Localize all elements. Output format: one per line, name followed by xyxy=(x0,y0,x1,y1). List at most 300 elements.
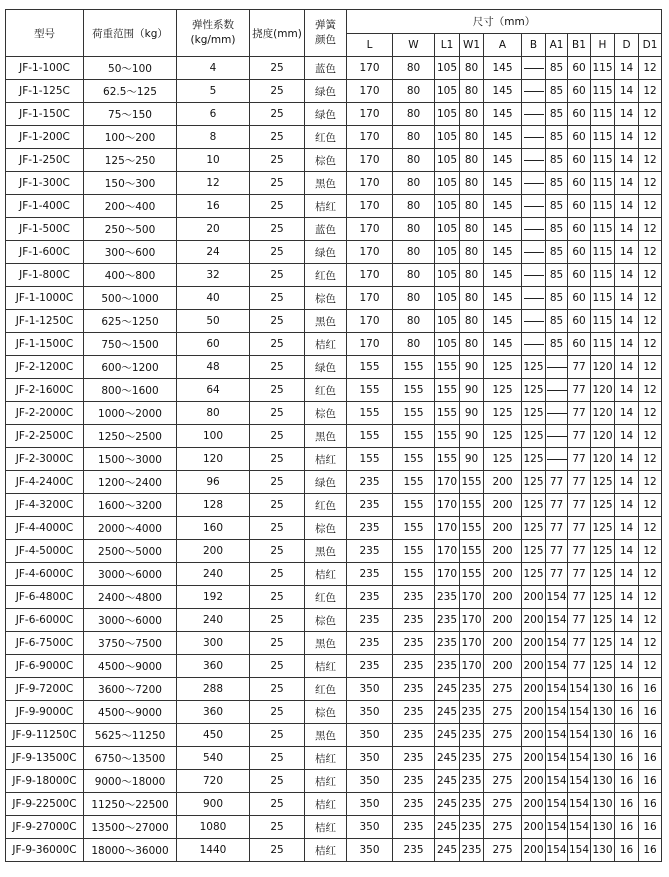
cell-dim-b1: 60 xyxy=(568,149,591,172)
cell-dim-d1: 12 xyxy=(639,563,662,586)
cell-spring-rate: 120 xyxy=(177,448,250,471)
cell-dim-w1: 155 xyxy=(460,540,484,563)
cell-dim-d1: 12 xyxy=(639,425,662,448)
cell-dim-a: 275 xyxy=(484,839,522,862)
cell-dim-a: 145 xyxy=(484,80,522,103)
cell-dim-w1: 235 xyxy=(460,770,484,793)
header-dim-a: A xyxy=(484,34,522,57)
header-spring-rate-line2: (kg/mm) xyxy=(190,34,236,46)
cell-dim-w: 80 xyxy=(393,172,435,195)
cell-dim-a: 145 xyxy=(484,333,522,356)
cell-spring-color: 桔红 xyxy=(305,793,347,816)
cell-deflection: 25 xyxy=(250,770,305,793)
cell-dim-w1: 80 xyxy=(460,195,484,218)
header-model: 型号 xyxy=(6,10,84,57)
cell-dim-l1: 155 xyxy=(435,425,460,448)
cell-dim-l: 170 xyxy=(347,287,393,310)
cell-model: JF-2-1600C xyxy=(6,379,84,402)
cell-dim-b xyxy=(522,264,546,287)
cell-dim-d1: 16 xyxy=(639,678,662,701)
cell-spring-color: 绿色 xyxy=(305,471,347,494)
cell-dim-b: 125 xyxy=(522,356,546,379)
cell-dim-h: 115 xyxy=(591,195,615,218)
cell-spring-rate: 50 xyxy=(177,310,250,333)
cell-dim-a1: 154 xyxy=(546,793,568,816)
cell-spring-color: 黑色 xyxy=(305,540,347,563)
cell-dim-w: 80 xyxy=(393,195,435,218)
table-body xyxy=(6,57,662,862)
cell-dim-a1: 85 xyxy=(546,264,568,287)
cell-load-range: 200～400 xyxy=(84,195,177,218)
cell-dim-l: 170 xyxy=(347,310,393,333)
cell-deflection: 25 xyxy=(250,402,305,425)
cell-spring-rate: 40 xyxy=(177,287,250,310)
header-load-range: 荷重范围（kg） xyxy=(84,10,177,57)
cell-dim-w: 80 xyxy=(393,333,435,356)
cell-dim-a: 145 xyxy=(484,218,522,241)
cell-dim-d: 14 xyxy=(615,218,639,241)
cell-dim-b xyxy=(522,103,546,126)
cell-dim-b: 125 xyxy=(522,494,546,517)
cell-dim-h: 125 xyxy=(591,586,615,609)
cell-load-range: 1500～3000 xyxy=(84,448,177,471)
table-row xyxy=(6,632,662,655)
table-row xyxy=(6,517,662,540)
cell-dim-h: 130 xyxy=(591,793,615,816)
cell-dim-a: 200 xyxy=(484,540,522,563)
cell-load-range: 125～250 xyxy=(84,149,177,172)
cell-dim-l: 350 xyxy=(347,678,393,701)
cell-dim-w: 155 xyxy=(393,517,435,540)
cell-dim-h: 120 xyxy=(591,356,615,379)
cell-dim-w: 155 xyxy=(393,379,435,402)
cell-dim-b xyxy=(522,149,546,172)
cell-deflection: 25 xyxy=(250,287,305,310)
empty-dash xyxy=(547,413,567,414)
cell-model: JF-9-27000C xyxy=(6,816,84,839)
cell-dim-b: 200 xyxy=(522,793,546,816)
cell-dim-l: 170 xyxy=(347,57,393,80)
cell-dim-h: 115 xyxy=(591,264,615,287)
cell-dim-a: 125 xyxy=(484,356,522,379)
cell-dim-l1: 105 xyxy=(435,172,460,195)
table-row xyxy=(6,770,662,793)
cell-model: JF-1-250C xyxy=(6,149,84,172)
table-row xyxy=(6,333,662,356)
cell-dim-h: 130 xyxy=(591,770,615,793)
cell-dim-b: 200 xyxy=(522,724,546,747)
empty-dash xyxy=(524,137,544,138)
cell-dim-h: 115 xyxy=(591,172,615,195)
cell-spring-rate: 128 xyxy=(177,494,250,517)
cell-load-range: 6750～13500 xyxy=(84,747,177,770)
cell-dim-l1: 245 xyxy=(435,701,460,724)
cell-dim-d: 14 xyxy=(615,586,639,609)
cell-dim-w1: 235 xyxy=(460,816,484,839)
cell-spring-rate: 192 xyxy=(177,586,250,609)
cell-dim-w: 80 xyxy=(393,218,435,241)
cell-dim-l: 170 xyxy=(347,80,393,103)
cell-dim-a: 275 xyxy=(484,701,522,724)
cell-dim-d1: 12 xyxy=(639,632,662,655)
cell-dim-l: 170 xyxy=(347,333,393,356)
cell-dim-h: 125 xyxy=(591,517,615,540)
cell-dim-w1: 155 xyxy=(460,494,484,517)
cell-dim-d1: 12 xyxy=(639,287,662,310)
cell-dim-d: 14 xyxy=(615,494,639,517)
cell-dim-l1: 245 xyxy=(435,816,460,839)
cell-dim-l1: 105 xyxy=(435,310,460,333)
cell-spring-rate: 200 xyxy=(177,540,250,563)
cell-dim-d: 16 xyxy=(615,724,639,747)
cell-load-range: 50～100 xyxy=(84,57,177,80)
cell-dim-b1: 60 xyxy=(568,103,591,126)
table-row xyxy=(6,149,662,172)
cell-dim-w1: 235 xyxy=(460,678,484,701)
cell-spring-rate: 160 xyxy=(177,517,250,540)
cell-deflection: 25 xyxy=(250,632,305,655)
cell-load-range: 2400～4800 xyxy=(84,586,177,609)
cell-dim-d: 16 xyxy=(615,747,639,770)
cell-model: JF-1-200C xyxy=(6,126,84,149)
cell-dim-w: 80 xyxy=(393,57,435,80)
cell-deflection: 25 xyxy=(250,793,305,816)
cell-dim-b xyxy=(522,333,546,356)
cell-model: JF-2-2500C xyxy=(6,425,84,448)
cell-dim-h: 130 xyxy=(591,678,615,701)
cell-spring-color: 蓝色 xyxy=(305,57,347,80)
cell-dim-l: 350 xyxy=(347,839,393,862)
cell-dim-l1: 155 xyxy=(435,402,460,425)
cell-dim-w: 80 xyxy=(393,264,435,287)
cell-dim-l1: 105 xyxy=(435,333,460,356)
cell-spring-rate: 5 xyxy=(177,80,250,103)
cell-model: JF-1-125C xyxy=(6,80,84,103)
cell-dim-d1: 16 xyxy=(639,747,662,770)
cell-dim-w: 80 xyxy=(393,287,435,310)
cell-spring-rate: 1440 xyxy=(177,839,250,862)
cell-deflection: 25 xyxy=(250,724,305,747)
cell-spring-color: 桔红 xyxy=(305,563,347,586)
cell-dim-b1: 60 xyxy=(568,241,591,264)
cell-dim-w1: 80 xyxy=(460,57,484,80)
header-dim-b: B xyxy=(522,34,546,57)
cell-dim-b1: 77 xyxy=(568,540,591,563)
header-dim-w1: W1 xyxy=(460,34,484,57)
cell-dim-w1: 170 xyxy=(460,655,484,678)
cell-dim-a1: 85 xyxy=(546,80,568,103)
table-header xyxy=(6,10,662,57)
cell-dim-a1: 154 xyxy=(546,632,568,655)
cell-model: JF-6-9000C xyxy=(6,655,84,678)
cell-dim-b1: 154 xyxy=(568,793,591,816)
table-row xyxy=(6,678,662,701)
cell-spring-color: 红色 xyxy=(305,264,347,287)
cell-dim-b1: 77 xyxy=(568,609,591,632)
cell-dim-a1 xyxy=(546,402,568,425)
cell-deflection: 25 xyxy=(250,264,305,287)
cell-dim-l1: 245 xyxy=(435,770,460,793)
cell-dim-w: 235 xyxy=(393,609,435,632)
cell-dim-l1: 105 xyxy=(435,80,460,103)
cell-dim-w1: 90 xyxy=(460,379,484,402)
cell-dim-w: 235 xyxy=(393,816,435,839)
cell-load-range: 9000～18000 xyxy=(84,770,177,793)
table-row xyxy=(6,241,662,264)
cell-dim-d: 14 xyxy=(615,632,639,655)
cell-dim-b xyxy=(522,287,546,310)
cell-spring-rate: 1080 xyxy=(177,816,250,839)
cell-spring-color: 红色 xyxy=(305,494,347,517)
cell-dim-d: 14 xyxy=(615,563,639,586)
cell-dim-h: 125 xyxy=(591,632,615,655)
cell-dim-a1: 77 xyxy=(546,563,568,586)
cell-spring-color: 棕色 xyxy=(305,517,347,540)
cell-model: JF-1-500C xyxy=(6,218,84,241)
cell-dim-w1: 170 xyxy=(460,586,484,609)
cell-dim-l1: 105 xyxy=(435,264,460,287)
cell-dim-w: 80 xyxy=(393,80,435,103)
header-dim-b1: B1 xyxy=(568,34,591,57)
cell-dim-w1: 90 xyxy=(460,425,484,448)
cell-spring-color: 红色 xyxy=(305,379,347,402)
table-row xyxy=(6,563,662,586)
cell-spring-color: 黑色 xyxy=(305,724,347,747)
cell-spring-rate: 20 xyxy=(177,218,250,241)
cell-dim-b: 125 xyxy=(522,517,546,540)
cell-dim-l1: 170 xyxy=(435,563,460,586)
cell-dim-l1: 105 xyxy=(435,287,460,310)
cell-dim-b1: 77 xyxy=(568,494,591,517)
cell-dim-d: 14 xyxy=(615,655,639,678)
cell-spring-color: 绿色 xyxy=(305,103,347,126)
header-dimensions: 尺寸（mm） xyxy=(347,10,662,34)
cell-load-range: 1250～2500 xyxy=(84,425,177,448)
cell-dim-w1: 80 xyxy=(460,241,484,264)
cell-dim-d1: 16 xyxy=(639,770,662,793)
cell-spring-rate: 540 xyxy=(177,747,250,770)
cell-deflection: 25 xyxy=(250,448,305,471)
cell-dim-d: 14 xyxy=(615,172,639,195)
cell-dim-d: 16 xyxy=(615,839,639,862)
cell-dim-d1: 16 xyxy=(639,839,662,862)
cell-dim-l: 155 xyxy=(347,448,393,471)
cell-dim-a1 xyxy=(546,379,568,402)
cell-spring-rate: 12 xyxy=(177,172,250,195)
empty-dash xyxy=(524,68,544,69)
cell-spring-color: 棕色 xyxy=(305,402,347,425)
cell-deflection: 25 xyxy=(250,172,305,195)
cell-dim-w1: 155 xyxy=(460,517,484,540)
cell-dim-b1: 154 xyxy=(568,678,591,701)
cell-dim-d: 14 xyxy=(615,126,639,149)
cell-dim-d1: 12 xyxy=(639,126,662,149)
cell-spring-color: 棕色 xyxy=(305,287,347,310)
cell-dim-l1: 170 xyxy=(435,471,460,494)
cell-dim-h: 115 xyxy=(591,103,615,126)
cell-dim-h: 130 xyxy=(591,724,615,747)
cell-dim-d: 14 xyxy=(615,103,639,126)
cell-dim-b xyxy=(522,57,546,80)
cell-dim-b: 200 xyxy=(522,632,546,655)
cell-dim-a: 275 xyxy=(484,747,522,770)
cell-dim-w1: 155 xyxy=(460,471,484,494)
cell-dim-a: 200 xyxy=(484,517,522,540)
cell-deflection: 25 xyxy=(250,747,305,770)
cell-spring-rate: 96 xyxy=(177,471,250,494)
cell-dim-d1: 12 xyxy=(639,379,662,402)
cell-model: JF-9-11250C xyxy=(6,724,84,747)
empty-dash xyxy=(524,344,544,345)
cell-dim-b1: 60 xyxy=(568,126,591,149)
cell-dim-w: 80 xyxy=(393,126,435,149)
cell-dim-l: 155 xyxy=(347,356,393,379)
table-row xyxy=(6,103,662,126)
cell-model: JF-4-4000C xyxy=(6,517,84,540)
cell-dim-w1: 235 xyxy=(460,747,484,770)
table-row xyxy=(6,839,662,862)
cell-model: JF-6-7500C xyxy=(6,632,84,655)
cell-dim-a: 125 xyxy=(484,448,522,471)
cell-dim-d: 14 xyxy=(615,356,639,379)
cell-dim-l: 170 xyxy=(347,149,393,172)
cell-spring-rate: 60 xyxy=(177,333,250,356)
cell-spring-rate: 24 xyxy=(177,241,250,264)
cell-model: JF-1-800C xyxy=(6,264,84,287)
cell-dim-b: 125 xyxy=(522,448,546,471)
cell-dim-b: 125 xyxy=(522,402,546,425)
cell-load-range: 600～1200 xyxy=(84,356,177,379)
cell-spring-color: 红色 xyxy=(305,126,347,149)
cell-dim-w1: 80 xyxy=(460,80,484,103)
cell-dim-h: 125 xyxy=(591,655,615,678)
cell-dim-a1: 85 xyxy=(546,57,568,80)
cell-spring-color: 桔红 xyxy=(305,770,347,793)
cell-dim-l1: 105 xyxy=(435,149,460,172)
cell-model: JF-1-300C xyxy=(6,172,84,195)
cell-dim-d: 14 xyxy=(615,471,639,494)
cell-dim-h: 115 xyxy=(591,126,615,149)
cell-dim-b: 200 xyxy=(522,816,546,839)
cell-dim-b1: 60 xyxy=(568,264,591,287)
cell-deflection: 25 xyxy=(250,609,305,632)
cell-load-range: 11250～22500 xyxy=(84,793,177,816)
empty-dash xyxy=(524,275,544,276)
cell-dim-l1: 170 xyxy=(435,517,460,540)
header-spring-color-line2: 颜色 xyxy=(315,34,336,46)
cell-dim-d: 14 xyxy=(615,402,639,425)
empty-dash xyxy=(547,436,567,437)
cell-dim-w: 235 xyxy=(393,770,435,793)
cell-dim-a: 200 xyxy=(484,632,522,655)
cell-dim-d: 14 xyxy=(615,195,639,218)
cell-load-range: 625～1250 xyxy=(84,310,177,333)
table-row xyxy=(6,126,662,149)
cell-deflection: 25 xyxy=(250,310,305,333)
cell-dim-a1: 77 xyxy=(546,540,568,563)
cell-dim-d: 14 xyxy=(615,540,639,563)
cell-spring-color: 桔红 xyxy=(305,333,347,356)
cell-dim-d: 14 xyxy=(615,310,639,333)
cell-dim-a1: 154 xyxy=(546,770,568,793)
empty-dash xyxy=(547,390,567,391)
cell-dim-b1: 77 xyxy=(568,425,591,448)
cell-dim-a1: 154 xyxy=(546,678,568,701)
cell-dim-b1: 60 xyxy=(568,310,591,333)
cell-dim-w: 235 xyxy=(393,655,435,678)
cell-dim-b1: 77 xyxy=(568,379,591,402)
cell-dim-a: 125 xyxy=(484,425,522,448)
cell-dim-d1: 12 xyxy=(639,494,662,517)
cell-spring-color: 黑色 xyxy=(305,310,347,333)
cell-dim-l: 235 xyxy=(347,586,393,609)
cell-dim-h: 130 xyxy=(591,747,615,770)
cell-dim-w1: 90 xyxy=(460,402,484,425)
cell-dim-b1: 154 xyxy=(568,839,591,862)
cell-dim-b: 200 xyxy=(522,609,546,632)
cell-dim-a: 145 xyxy=(484,287,522,310)
cell-dim-l: 155 xyxy=(347,402,393,425)
cell-dim-h: 115 xyxy=(591,333,615,356)
cell-dim-d: 14 xyxy=(615,333,639,356)
cell-dim-w1: 80 xyxy=(460,172,484,195)
cell-spring-rate: 32 xyxy=(177,264,250,287)
cell-dim-a1 xyxy=(546,448,568,471)
cell-dim-l1: 235 xyxy=(435,655,460,678)
cell-dim-w1: 80 xyxy=(460,310,484,333)
cell-dim-h: 120 xyxy=(591,448,615,471)
cell-dim-l1: 235 xyxy=(435,586,460,609)
cell-dim-d1: 12 xyxy=(639,609,662,632)
cell-dim-b: 200 xyxy=(522,747,546,770)
cell-spring-rate: 720 xyxy=(177,770,250,793)
cell-model: JF-1-150C xyxy=(6,103,84,126)
cell-deflection: 25 xyxy=(250,57,305,80)
cell-spring-rate: 300 xyxy=(177,632,250,655)
cell-dim-d1: 12 xyxy=(639,80,662,103)
cell-dim-l1: 245 xyxy=(435,678,460,701)
cell-dim-d: 16 xyxy=(615,770,639,793)
cell-dim-w1: 235 xyxy=(460,793,484,816)
cell-spring-color: 红色 xyxy=(305,586,347,609)
cell-dim-h: 120 xyxy=(591,379,615,402)
table-row xyxy=(6,172,662,195)
cell-load-range: 13500～27000 xyxy=(84,816,177,839)
cell-deflection: 25 xyxy=(250,839,305,862)
cell-dim-w: 155 xyxy=(393,471,435,494)
cell-load-range: 5625～11250 xyxy=(84,724,177,747)
cell-deflection: 25 xyxy=(250,126,305,149)
cell-dim-l1: 170 xyxy=(435,494,460,517)
cell-dim-a: 275 xyxy=(484,724,522,747)
cell-dim-w: 155 xyxy=(393,448,435,471)
cell-dim-w1: 80 xyxy=(460,333,484,356)
cell-dim-b xyxy=(522,241,546,264)
cell-dim-a: 145 xyxy=(484,103,522,126)
cell-load-range: 3000～6000 xyxy=(84,609,177,632)
cell-dim-d1: 12 xyxy=(639,241,662,264)
header-deflection: 挠度(mm) xyxy=(250,10,305,57)
cell-spring-rate: 288 xyxy=(177,678,250,701)
cell-dim-l: 235 xyxy=(347,563,393,586)
cell-dim-w1: 90 xyxy=(460,448,484,471)
cell-dim-h: 115 xyxy=(591,80,615,103)
table-row xyxy=(6,540,662,563)
cell-dim-l1: 170 xyxy=(435,540,460,563)
cell-model: JF-2-3000C xyxy=(6,448,84,471)
cell-dim-a1: 77 xyxy=(546,494,568,517)
cell-deflection: 25 xyxy=(250,80,305,103)
